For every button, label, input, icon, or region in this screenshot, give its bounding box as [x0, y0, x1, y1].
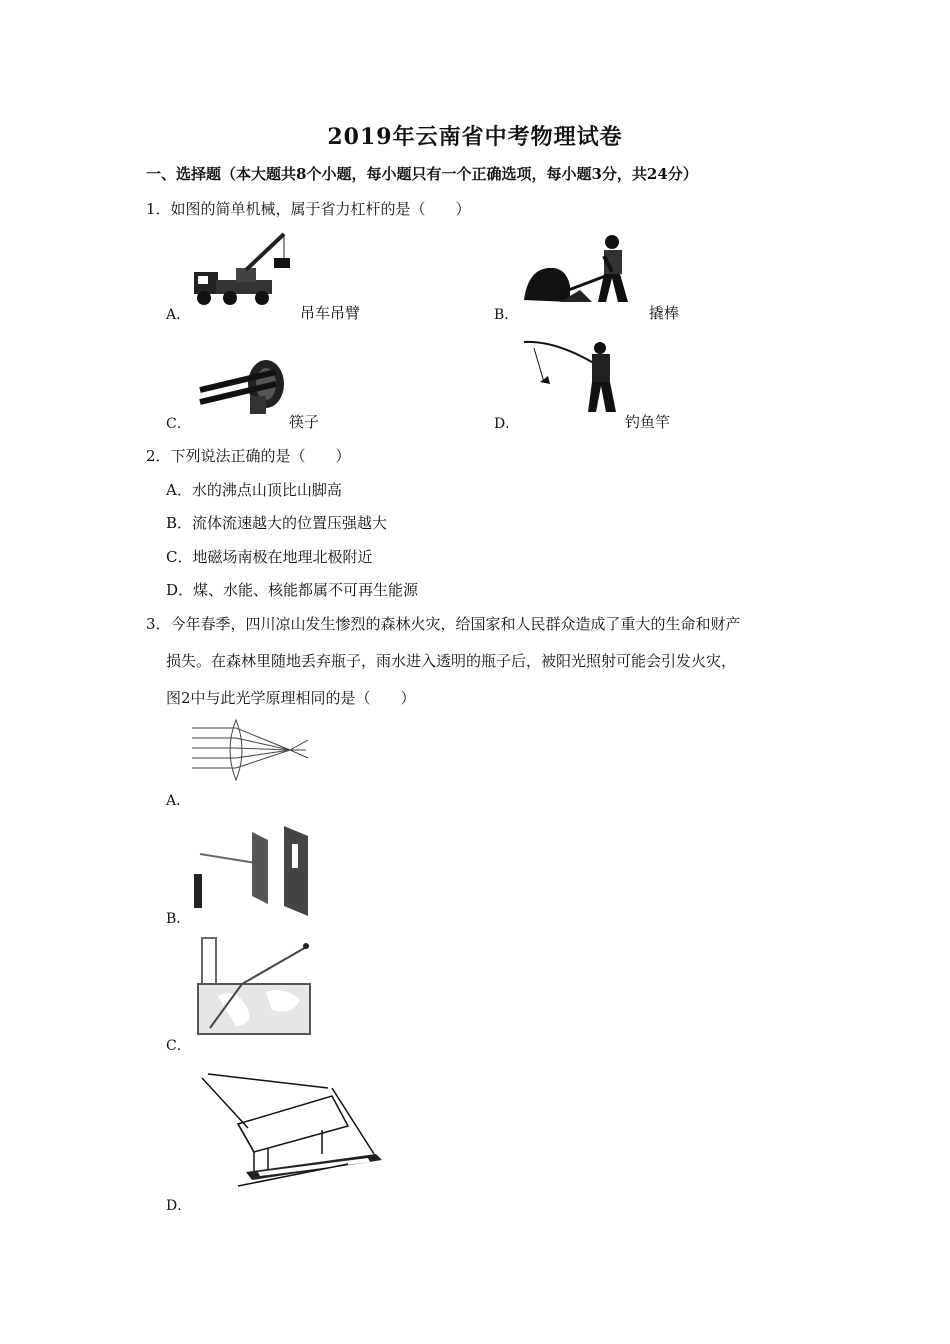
q1-option-a-letter[interactable]: A． — [166, 307, 191, 323]
refraction-tank-diagram — [196, 936, 312, 1038]
fishing-rod-icon — [520, 336, 622, 416]
q1-option-d-letter[interactable]: D． — [494, 416, 520, 432]
q3-stem-line-1: 3．今年春季，四川凉山发生惨烈的森林火灾，给国家和人民群众造成了重大的生命和财产 — [146, 615, 741, 633]
chopsticks-icon — [196, 358, 288, 416]
crane-truck-icon — [192, 228, 292, 308]
q3-option-b-letter[interactable]: B． — [166, 911, 191, 927]
q1-option-d-caption: 钓鱼竿 — [625, 413, 671, 431]
q2-option-c[interactable]: C．地磁场南极在地理北极附近 — [166, 548, 373, 566]
q1-option-a-caption: 吊车吊臂 — [300, 304, 361, 322]
q2-option-b[interactable]: B．流体流速越大的位置压强越大 — [166, 514, 388, 532]
q3-option-c-letter[interactable]: C． — [166, 1038, 191, 1054]
section-heading: 一、选择题（本大题共8个小题，每小题只有一个正确选项，每小题3分，共24分） — [146, 165, 698, 183]
q1-option-b-caption: 撬棒 — [649, 304, 680, 322]
q2-option-a[interactable]: A．水的沸点山顶比山脚高 — [166, 481, 342, 499]
q2-option-d[interactable]: D．煤、水能、核能都属不可再生能源 — [166, 581, 419, 599]
q3-stem-line-2: 损失。在森林里随地丢弃瓶子，雨水进入透明的瓶子后，被阳光照射可能会引发火灾， — [166, 652, 737, 670]
q1-option-c-letter[interactable]: C． — [166, 416, 191, 432]
page-title: 2019年云南省中考物理试卷 — [327, 124, 623, 150]
pinhole-screen-diagram — [192, 824, 314, 918]
crowbar-worker-icon — [520, 230, 645, 310]
q3-option-a-letter[interactable]: A． — [166, 793, 191, 809]
q3-stem-line-3: 图2中与此光学原理相同的是（ ） — [166, 689, 416, 707]
q1-option-c-caption: 筷子 — [289, 413, 320, 431]
q2-stem: 2．下列说法正确的是（ ） — [146, 447, 351, 465]
convex-lens-diagram — [190, 718, 310, 784]
q1-stem: 1．如图的简单机械，属于省力杠杆的是（ ） — [146, 200, 471, 218]
q1-option-b-letter[interactable]: B． — [494, 307, 519, 323]
mirror-periscope-diagram — [198, 1068, 384, 1196]
q3-option-d-letter[interactable]: D． — [166, 1198, 192, 1214]
